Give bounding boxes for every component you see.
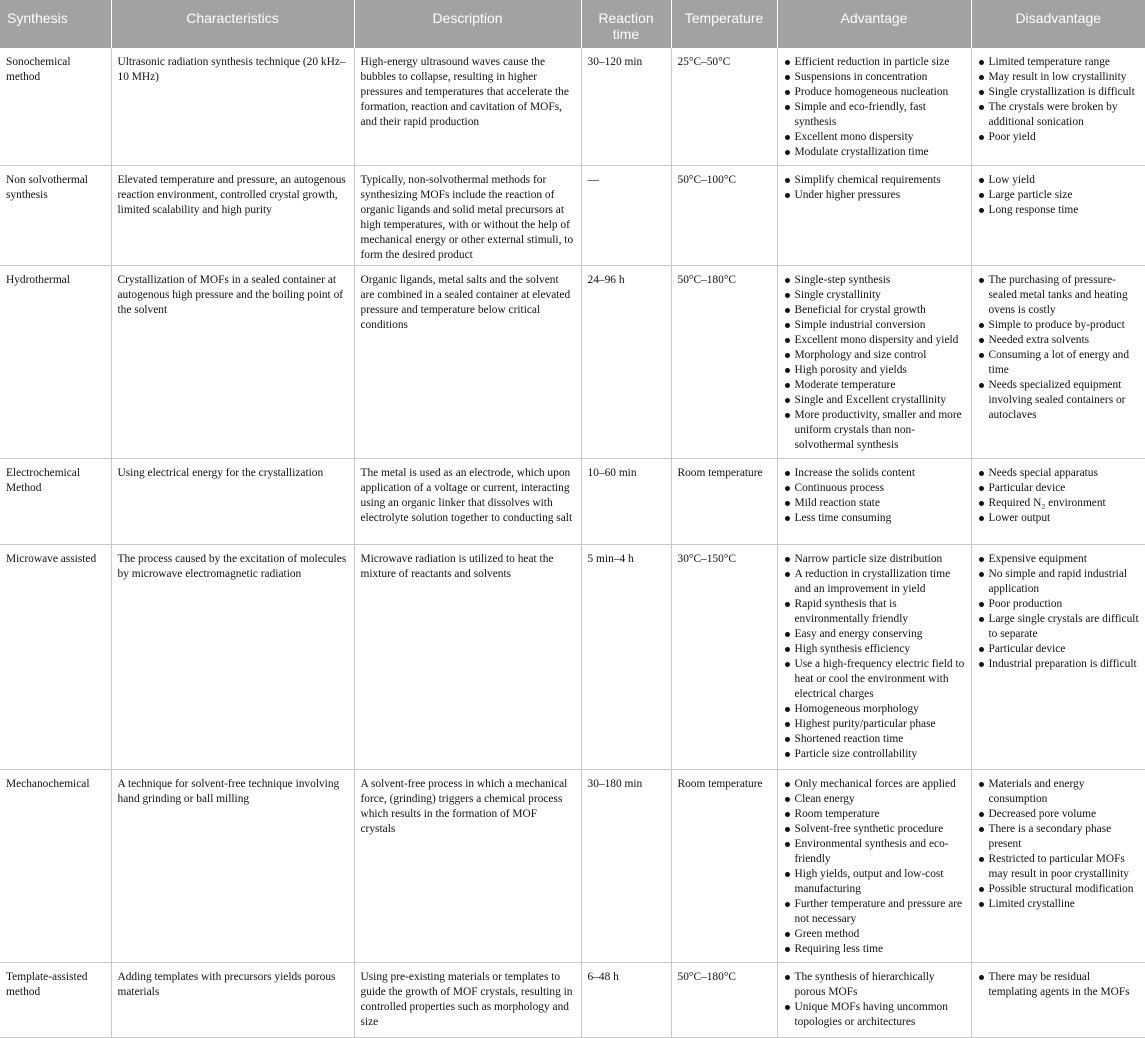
disadvantage-cell [971,458,1145,544]
disadvantage-item: Particular device [978,642,1140,657]
synthesis-cell: Template-assisted method [0,962,111,1037]
disadvantage-item: Large particle size [978,188,1140,203]
disadvantage-cell [971,265,1145,458]
advantage-cell [777,769,971,962]
advantage-cell [777,48,971,165]
disadvantage-item: May result in low crystallinity [978,70,1140,85]
header-row [0,0,1145,48]
advantage-item: Efficient reduction in particle size [784,55,965,70]
advantage-item: Suspensions in concentration [784,70,965,85]
advantages-list [784,970,965,1030]
description-cell: Typically, non-solvothermal methods for synthesizing MOFs include the reaction of organic ligands and solid metal precursors at high temperatures, with or without the help of mechanical energy or other external stimuli, to form the desired product [354,165,581,265]
reaction-time-cell: 30–180 min [581,769,671,962]
advantage-item: Increase the solids content [784,466,965,481]
advantage-item: Beneficial for crystal growth [784,303,965,318]
reaction-time-cell: 30–120 min [581,48,671,165]
disadvantage-item: The purchasing of pressure-sealed metal tanks and heating ovens is costly [978,273,1140,318]
disadvantage-item: There is a secondary phase present [978,822,1140,852]
disadvantage-item: Needs specialized equipment involving sealed containers or autoclaves [978,378,1140,423]
synthesis-cell: Sonochemical method [0,48,111,165]
advantage-item: Mild reaction state [784,496,965,511]
advantages-list [784,552,965,762]
advantage-item: Morphology and size control [784,348,965,363]
characteristics-cell: Adding templates with precursors yields porous materials [111,962,354,1037]
advantages-list [784,273,965,453]
advantages-list [784,777,965,957]
disadvantage-item: Large single crystals are difficult to separate [978,612,1140,642]
disadvantages-list [978,970,1140,1000]
disadvantage-item: Possible structural modification [978,882,1140,897]
disadvantage-item: Limited crystalline [978,897,1140,912]
disadvantage-cell [971,544,1145,769]
disadvantage-item: There may be residual templating agents in the MOFs [978,970,1140,1000]
advantage-item: Environmental synthesis and eco-friendly [784,837,965,867]
table-row [0,265,1145,458]
advantage-item: Under higher pressures [784,188,965,203]
reaction-time-cell: 5 min–4 h [581,544,671,769]
disadvantages-list [978,552,1140,672]
disadvantage-item: Expensive equipment [978,552,1140,567]
description-cell: A solvent-free process in which a mechanical force, (grinding) triggers a chemical process which results in the formation of MOF crystals [354,769,581,962]
table-row [0,544,1145,769]
table-row [0,458,1145,544]
disadvantages-list [978,173,1140,218]
header-description: Description [354,0,581,48]
table-row [0,48,1145,165]
disadvantage-item: Poor production [978,597,1140,612]
header-synthesis: Synthesis [0,0,111,48]
advantage-item: More productivity, smaller and more uniform crystals than non-solvothermal synthesis [784,408,965,453]
temperature-cell: 25°C–50°C [671,48,777,165]
advantage-item: High yields, output and low-cost manufacturing [784,867,965,897]
header-temperature: Temperature [671,0,777,48]
characteristics-cell: Crystallization of MOFs in a sealed container at autogenous high pressure and the boiling point of the solvent [111,265,354,458]
advantages-list [784,173,965,203]
synthesis-cell: Mechanochemical [0,769,111,962]
disadvantages-list [978,466,1140,526]
advantage-item: Highest purity/particular phase [784,717,965,732]
advantage-item: Rapid synthesis that is environmentally friendly [784,597,965,627]
advantage-item: High porosity and yields [784,363,965,378]
advantage-item: Clean energy [784,792,965,807]
advantage-item: Room temperature [784,807,965,822]
advantage-item: Excellent mono dispersity and yield [784,333,965,348]
advantage-item: Simple and eco-friendly, fast synthesis [784,100,965,130]
disadvantage-item: Consuming a lot of energy and time [978,348,1140,378]
advantages-list [784,466,965,526]
disadvantages-list [978,777,1140,912]
advantage-item: Single crystallinity [784,288,965,303]
advantage-item: Narrow particle size distribution [784,552,965,567]
temperature-cell: 50°C–180°C [671,962,777,1037]
disadvantage-item: Decreased pore volume [978,807,1140,822]
header-characteristics: Characteristics [111,0,354,48]
advantage-item: Solvent-free synthetic procedure [784,822,965,837]
temperature-cell: 50°C–180°C [671,265,777,458]
disadvantage-cell [971,769,1145,962]
advantage-item: Modulate crystallization time [784,145,965,160]
temperature-cell: 30°C–150°C [671,544,777,769]
header-disadvantage: Disadvantage [971,0,1145,48]
advantage-item: Moderate temperature [784,378,965,393]
advantage-cell [777,544,971,769]
advantage-item: Requiring less time [784,942,965,957]
disadvantages-list [978,55,1140,145]
table-row [0,165,1145,265]
advantage-item: Shortened reaction time [784,732,965,747]
advantage-item: Further temperature and pressure are not necessary [784,897,965,927]
description-cell: Microwave radiation is utilized to heat the mixture of reactants and solvents [354,544,581,769]
temperature-cell: Room temperature [671,458,777,544]
header-reaction-time: Reaction time [581,0,671,48]
disadvantage-cell [971,165,1145,265]
disadvantages-list [978,273,1140,423]
advantage-item: Unique MOFs having uncommon topologies or architectures [784,1000,965,1030]
disadvantage-item: Industrial preparation is difficult [978,657,1140,672]
disadvantage-item: Required N₂ environment [978,496,1140,511]
disadvantage-cell [971,48,1145,165]
advantage-item: Produce homogeneous nucleation [784,85,965,100]
disadvantage-item: Particular device [978,481,1140,496]
temperature-cell: Room temperature [671,769,777,962]
description-cell: The metal is used as an electrode, which upon application of a voltage or current, interacting using an organic linker that dissolves with electrolyte solution together to conducting salt [354,458,581,544]
advantage-cell [777,458,971,544]
temperature-cell: 50°C–100°C [671,165,777,265]
disadvantage-item: No simple and rapid industrial application [978,567,1140,597]
disadvantage-item: Restricted to particular MOFs may result in poor crystallinity [978,852,1140,882]
advantage-item: Excellent mono dispersity [784,130,965,145]
advantage-item: Use a high-frequency electric field to heat or cool the environment with electrical charges [784,657,965,702]
disadvantage-item: Simple to produce by-product [978,318,1140,333]
advantage-item: High synthesis efficiency [784,642,965,657]
characteristics-cell: Using electrical energy for the crystallization [111,458,354,544]
reaction-time-cell: 6–48 h [581,962,671,1037]
advantage-item: Particle size controllability [784,747,965,762]
advantage-item: Simplify chemical requirements [784,173,965,188]
table-row [0,962,1145,1037]
disadvantage-item: Limited temperature range [978,55,1140,70]
advantage-cell [777,265,971,458]
synthesis-cell: Electrochemical Method [0,458,111,544]
advantage-item: Single and Excellent crystallinity [784,393,965,408]
disadvantage-item: The crystals were broken by additional sonication [978,100,1140,130]
characteristics-cell: Elevated temperature and pressure, an autogenous reaction environment, controlled crystal growth, limited scalability and high purity [111,165,354,265]
disadvantage-item: Poor yield [978,130,1140,145]
disadvantage-item: Single crystallization is difficult [978,85,1140,100]
advantages-list [784,55,965,160]
description-cell: Organic ligands, metal salts and the solvent are combined in a sealed container at elevated pressure and temperature below critical conditions [354,265,581,458]
advantage-item: Green method [784,927,965,942]
description-cell: Using pre-existing materials or templates to guide the growth of MOF crystals, resulting in controlled properties such as morphology and size [354,962,581,1037]
advantage-cell [777,165,971,265]
advantage-item: A reduction in crystallization time and an improvement in yield [784,567,965,597]
advantage-item: Homogeneous morphology [784,702,965,717]
disadvantage-item: Needed extra solvents [978,333,1140,348]
synthesis-cell: Non solvothermal synthesis [0,165,111,265]
advantage-item: The synthesis of hierarchically porous MOFs [784,970,965,1000]
disadvantage-item: Lower output [978,511,1140,526]
advantage-item: Simple industrial conversion [784,318,965,333]
synthesis-cell: Microwave assisted [0,544,111,769]
reaction-time-cell: 24–96 h [581,265,671,458]
characteristics-cell: A technique for solvent-free technique involving hand grinding or ball milling [111,769,354,962]
advantage-item: Less time consuming [784,511,965,526]
characteristics-cell: The process caused by the excitation of molecules by microwave electromagnetic radiation [111,544,354,769]
reaction-time-cell: 10–60 min [581,458,671,544]
advantage-item: Continuous process [784,481,965,496]
advantage-item: Only mechanical forces are applied [784,777,965,792]
reaction-time-cell: — [581,165,671,265]
disadvantage-cell [971,962,1145,1037]
synthesis-cell: Hydrothermal [0,265,111,458]
disadvantage-item: Needs special apparatus [978,466,1140,481]
advantage-item: Easy and energy conserving [784,627,965,642]
disadvantage-item: Low yield [978,173,1140,188]
advantage-cell [777,962,971,1037]
table-row [0,769,1145,962]
description-cell: High-energy ultrasound waves cause the bubbles to collapse, resulting in higher pressures and temperatures that accelerate the formation, reaction and cavitation of MOFs, and their rapid production [354,48,581,165]
header-advantage: Advantage [777,0,971,48]
disadvantage-item: Long response time [978,203,1140,218]
characteristics-cell: Ultrasonic radiation synthesis technique (20 kHz–10 MHz) [111,48,354,165]
disadvantage-item: Materials and energy consumption [978,777,1140,807]
advantage-item: Single-step synthesis [784,273,965,288]
